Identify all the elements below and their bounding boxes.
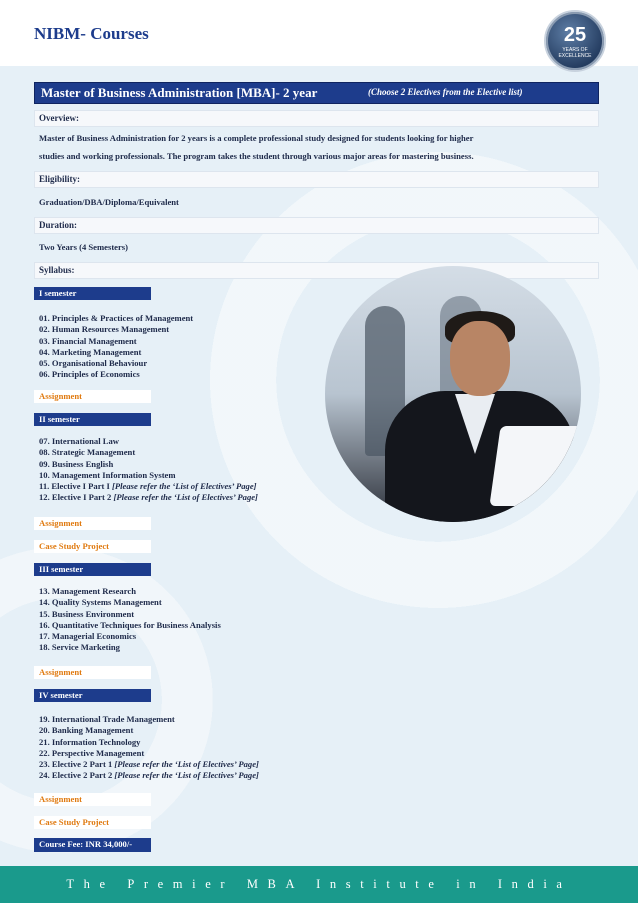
elective-prefix: 24. Elective 2 Part 2 — [39, 770, 113, 781]
semester-2-bar — [34, 413, 151, 426]
program-title: Master of Business Administration [MBA]- 2 year — [41, 85, 318, 100]
overview-bar — [34, 110, 599, 127]
eligibility-bar — [34, 171, 599, 188]
elective-note: [Please refer the ‘List of Electives’ Page] — [112, 481, 257, 492]
overview-line-1: Master of Business Administration for 2 years is a complete professional study designed for students looking for higher — [39, 133, 474, 143]
list-item: 22. Perspective Management — [39, 747, 145, 758]
semester-1-list — [39, 313, 193, 381]
list-item: 18. Service Marketing — [39, 642, 120, 653]
list-item: 08. Strategic Management — [39, 447, 136, 458]
eligibility-value: Graduation/DBA/Diploma/Equivalent — [39, 197, 179, 207]
footer-tagline: The Premier MBA Institute in India — [66, 877, 572, 891]
semester-1-assignment: Assignment — [39, 391, 82, 401]
list-item: 09. Business English — [39, 458, 114, 469]
semester-2-assignment-bar — [34, 517, 151, 530]
syllabus-label: Syllabus: — [39, 265, 75, 275]
list-item: 01. Principles & Practices of Management — [39, 313, 194, 323]
list-item: 10. Management Information System — [39, 469, 176, 480]
list-item: 07. International Law — [39, 436, 119, 446]
list-item: 05. Organisational Behaviour — [39, 358, 148, 369]
overview-text — [39, 129, 599, 165]
semester-4-case-study-bar — [34, 816, 151, 829]
list-item: 04. Marketing Management — [39, 346, 142, 357]
list-item: 13. Management Research — [39, 586, 136, 596]
semester-1-label: I semester — [39, 288, 77, 298]
eligibility-label: Eligibility: — [39, 174, 81, 184]
list-item: 06. Principles of Economics — [39, 369, 140, 380]
elective-note: [Please refer the ‘List of Electives’ Page] — [114, 770, 259, 781]
overview-line-2: studies and working professionals. The program takes the student through various major areas for mastering business. — [39, 151, 474, 161]
course-fee: Course Fee: INR 34,000/- — [39, 839, 133, 849]
elective-note: [Please refer the ‘List of Electives’ Page] — [113, 492, 258, 503]
list-item: 14. Quality Systems Management — [39, 597, 162, 608]
list-item — [39, 770, 259, 781]
semester-4-assignment: Assignment — [39, 794, 82, 804]
list-item: 16. Quantitative Techniques for Business Analysis — [39, 619, 221, 630]
list-item — [39, 492, 258, 503]
semester-4-assignment-bar — [34, 793, 151, 806]
elective-prefix: 23. Elective 2 Part 1 — [39, 759, 113, 770]
program-note: (Choose 2 Electives from the Elective list) — [368, 87, 523, 97]
anniversary-badge-icon — [544, 10, 606, 72]
badge-number: 25 — [563, 24, 587, 46]
semester-1-assignment-bar — [34, 390, 151, 403]
list-item: 17. Managerial Economics — [39, 631, 137, 642]
list-item: 20. Banking Management — [39, 725, 134, 736]
photo-person-head — [450, 321, 510, 396]
student-photo — [325, 266, 581, 522]
list-item: 21. Information Technology — [39, 736, 141, 747]
program-title-bar — [34, 82, 599, 104]
list-item — [39, 759, 259, 770]
page-title: NIBM- Courses — [34, 24, 149, 43]
overview-label: Overview: — [39, 113, 79, 123]
semester-4-list — [39, 714, 259, 782]
syllabus-bar — [34, 262, 599, 279]
course-fee-bar — [34, 838, 151, 852]
semester-4-case-study: Case Study Project — [39, 817, 110, 827]
semester-3-assignment: Assignment — [39, 667, 82, 677]
list-item: 03. Financial Management — [39, 335, 137, 346]
list-item: 15. Business Environment — [39, 608, 135, 619]
semester-1-bar — [34, 287, 151, 300]
semester-2-assignment: Assignment — [39, 518, 82, 528]
semester-4-label: IV semester — [39, 690, 83, 700]
elective-note: [Please refer the ‘List of Electives’ Page] — [114, 759, 259, 770]
semester-2-case-study: Case Study Project — [39, 541, 110, 551]
list-item — [39, 481, 258, 492]
semester-3-assignment-bar — [34, 666, 151, 679]
semester-3-label: III semester — [39, 564, 84, 574]
photo-laptop — [489, 426, 581, 506]
duration-value: Two Years (4 Semesters) — [39, 242, 129, 252]
semester-2-label: II semester — [39, 414, 80, 424]
footer — [0, 866, 638, 903]
semester-4-bar — [34, 689, 151, 702]
elective-prefix: 12. Elective I Part 2 — [39, 492, 112, 503]
semester-2-case-study-bar — [34, 540, 151, 553]
duration-label: Duration: — [39, 220, 77, 230]
elective-prefix: 11. Elective I Part I — [39, 481, 110, 492]
semester-2-list — [39, 436, 258, 504]
badge-text: YEARS OF EXCELLENCE — [558, 47, 592, 59]
list-item: 19. International Trade Management — [39, 714, 175, 724]
list-item: 02. Human Resources Management — [39, 324, 170, 335]
semester-3-list — [39, 586, 221, 654]
duration-bar — [34, 217, 599, 234]
semester-3-bar — [34, 563, 151, 576]
